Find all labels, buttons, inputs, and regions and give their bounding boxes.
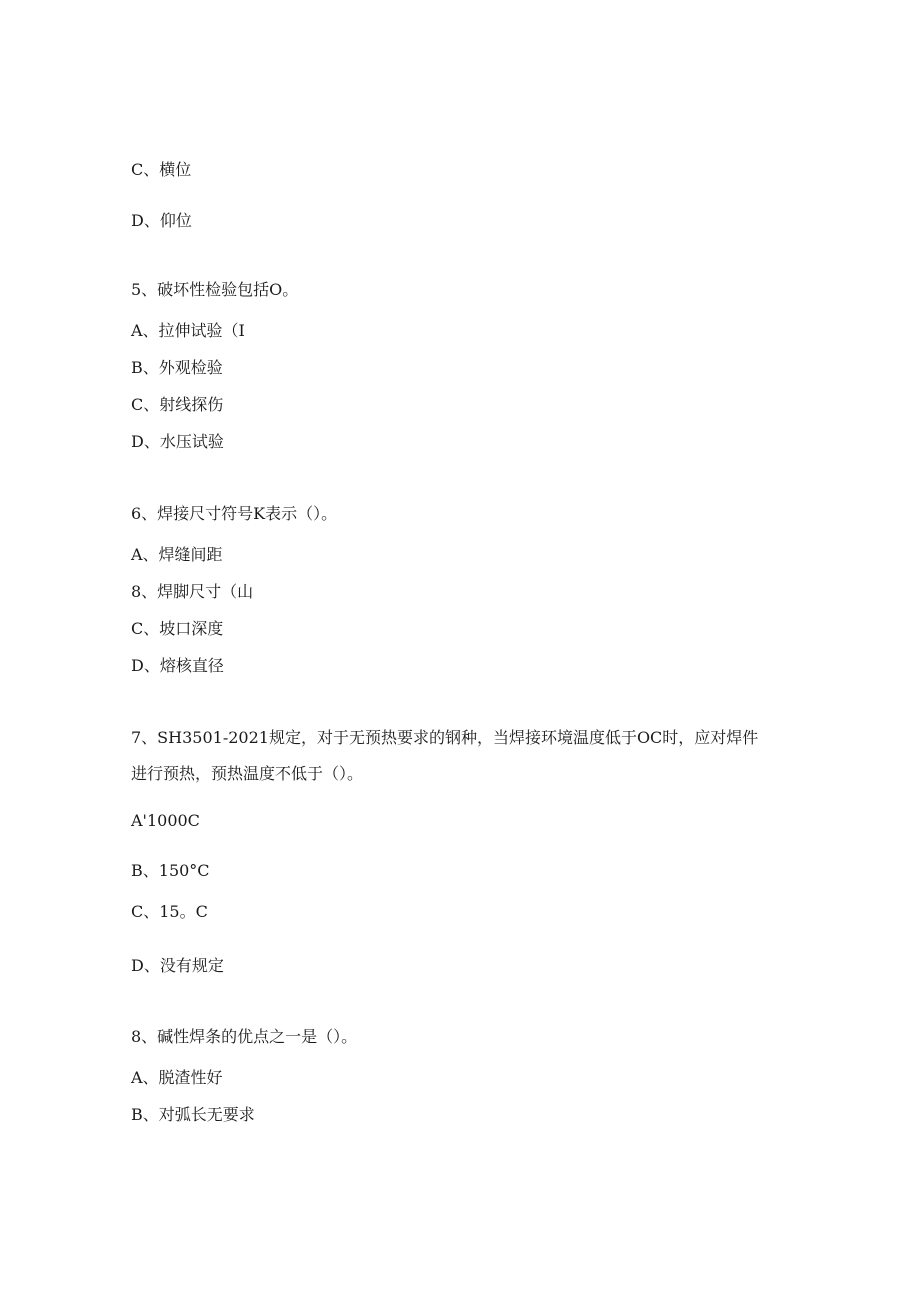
question-7-line-2: 进行预热，预热温度不低于（）。 (131, 764, 364, 783)
option-d-q5: D、水压试验 (131, 432, 224, 451)
option-b-q6: 8、焊脚尺寸（山 (131, 582, 254, 601)
option-a-q6: A、焊缝间距 (131, 545, 223, 564)
option-a-q5: A、拉伸试验（I (131, 321, 245, 340)
question-6: 6、焊接尺寸符号K表示（）。 (131, 504, 338, 523)
option-a-q7: A'1000C (131, 811, 200, 830)
option-b-q5: B、外观检验 (131, 358, 223, 377)
option-c-q7: C、15。C (131, 902, 208, 921)
option-d-q6: D、熔核直径 (131, 656, 224, 675)
option-d-q7: D、没有规定 (131, 956, 224, 975)
option-d-q4: D、仰位 (131, 211, 192, 230)
question-5: 5、破坏性检验包括O。 (131, 280, 299, 299)
option-c-q5: C、射线探伤 (131, 395, 224, 414)
option-a-q8: A、脱渣性好 (131, 1068, 223, 1087)
option-c-q4: C、横位 (131, 160, 192, 179)
option-b-q7: B、150°C (131, 861, 210, 880)
question-8: 8、碱性焊条的优点之一是（）。 (131, 1027, 358, 1046)
option-c-q6: C、坡口深度 (131, 619, 224, 638)
question-7-line-1: 7、SH3501-2021规定，对于无预热要求的钢种，当焊接环境温度低于OC时，应对焊件 (131, 728, 759, 747)
option-b-q8: B、对弧长无要求 (131, 1105, 255, 1124)
